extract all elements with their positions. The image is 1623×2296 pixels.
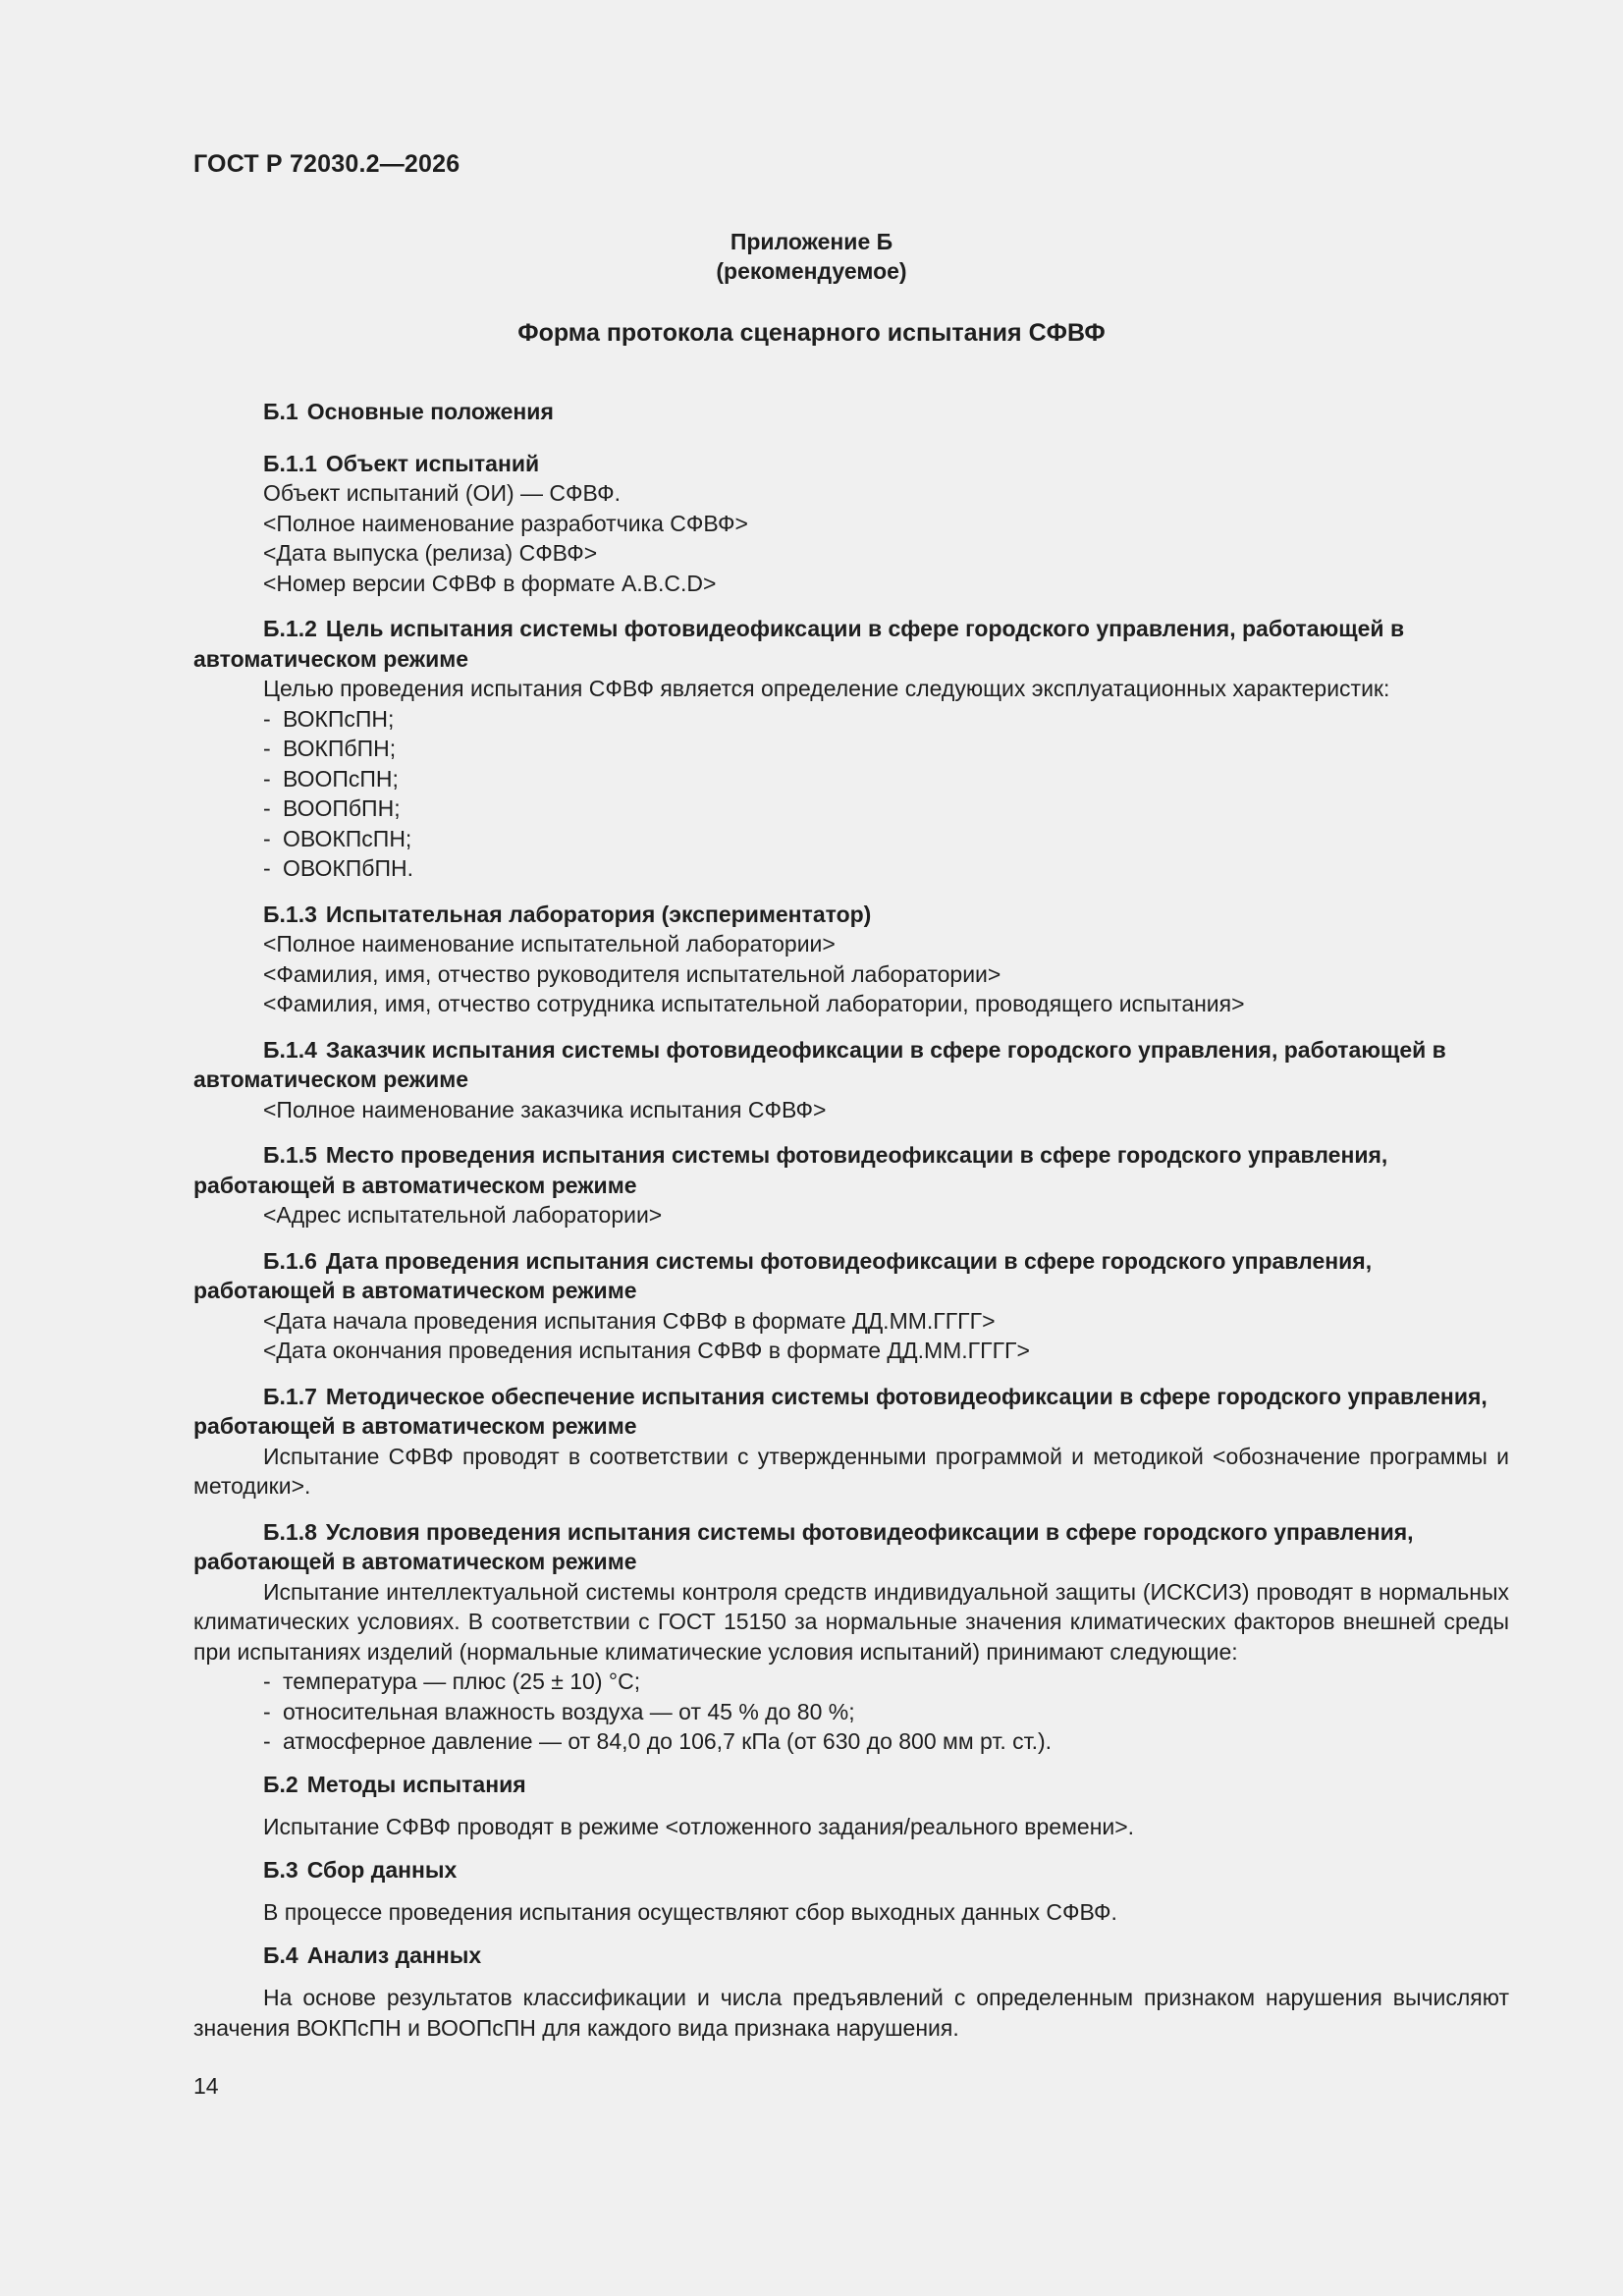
list-item: - ОВОКПбПН. (263, 855, 413, 881)
section-heading-b1-6: Б.1.6 Дата проведения испытания системы фотовидеофиксации в сфере городского управления, работающей в автоматическом режиме (193, 1247, 1373, 1303)
body-line: <Фамилия, имя, отчество сотрудника испытательной лаборатории, проводящего испытания> (263, 991, 1245, 1016)
section-heading-b1-8: Б.1.8 Условия проведения испытания системы фотовидеофиксации в сфере городского управления, работающей в автоматическом режиме (193, 1518, 1414, 1574)
list-item: - ОВОКПсПН; (263, 825, 412, 851)
list-item: - ВОКПсПН; (263, 705, 395, 732)
annex-status: (рекомендуемое) (716, 258, 907, 284)
section-heading-b1-7: Б.1.7 Методическое обеспечение испытания системы фотовидеофиксации в сфере городского управления, работающей в автоматическом режиме (193, 1383, 1488, 1439)
list-item: - ВООПсПН; (263, 765, 399, 792)
body-paragraph: Испытание интеллектуальной системы контроля средств индивидуальной защиты (ИСКСИЗ) проводят в нормальных климатических условиях. В соответствии с ГОСТ 15150 за нормальные значения климатических факторов внешней среды при испытаниях изделий (нормальные климатические условия испытаний) принимают следующие: (193, 1578, 1509, 1665)
body-line: Испытание СФВФ проводят в режиме <отложенного задания/реального времени>. (263, 1814, 1135, 1839)
body-line: В процессе проведения испытания осуществляют сбор выходных данных СФВФ. (263, 1899, 1117, 1925)
section-heading-b1: Б.1 Основные положения (263, 399, 554, 424)
body-paragraph: На основе результатов классификации и числа предъявлений с определенным признаком нарушения вычисляют значения ВОКПсПН и ВООПсПН для каждого вида признака нарушения. (193, 1985, 1509, 2041)
body-line: Целью проведения испытания СФВФ является определение следующих эксплуатационных характеристик: (263, 676, 1390, 701)
form-title: Форма протокола сценарного испытания СФВФ (517, 319, 1106, 347)
body-line: <Полное наименование заказчика испытания СФВФ> (263, 1096, 827, 1122)
list-item: - ВООПбПН; (263, 795, 401, 821)
document-code: ГОСТ Р 72030.2—2026 (193, 150, 460, 178)
body-line: <Дата выпуска (релиза) СФВФ> (263, 540, 598, 566)
section-heading-b1-3: Б.1.3 Испытательная лаборатория (экспериментатор) (263, 901, 872, 927)
body-line: <Полное наименование разработчика СФВФ> (263, 510, 748, 536)
list-item: - относительная влажность воздуха — от 45 % до 80 %; (263, 1698, 855, 1724)
list-item: - атмосферное давление — от 84,0 до 106,7 кПа (от 630 до 800 мм рт. ст.). (263, 1728, 1053, 1754)
body-line: <Дата начала проведения испытания СФВФ в формате ДД.ММ.ГГГГ> (263, 1307, 996, 1334)
body-line: <Дата окончания проведения испытания СФВФ в формате ДД.ММ.ГГГГ> (263, 1338, 1030, 1363)
page-number: 14 (193, 2073, 219, 2099)
section-heading-b1-4: Б.1.4 Заказчик испытания системы фотовидеофиксации в сфере городского управления, работающей в автоматическом режиме (193, 1036, 1446, 1092)
body-line: Объект испытаний (ОИ) — СФВФ. (263, 480, 621, 506)
body-line: <Адрес испытательной лаборатории> (263, 1202, 663, 1228)
body-paragraph: Испытание СФВФ проводят в соответствии с утвержденными программой и методикой <обозначение программы и методики>. (193, 1443, 1509, 1499)
annex-title: Приложение Б (730, 229, 893, 254)
section-heading-b4: Б.4 Анализ данных (263, 1941, 482, 1968)
section-heading-b1-5: Б.1.5 Место проведения испытания системы фотовидеофиксации в сфере городского управления, работающей в автоматическом режиме (193, 1142, 1388, 1198)
body-line: <Фамилия, имя, отчество руководителя испытательной лаборатории> (263, 960, 1001, 987)
section-heading-b2: Б.2 Методы испытания (263, 1771, 526, 1797)
list-item: - ВОКПбПН; (263, 736, 397, 761)
body-line: <Полное наименование испытательной лаборатории> (263, 931, 836, 957)
document-body (193, 397, 1509, 2043)
section-heading-b3: Б.3 Сбор данных (263, 1856, 458, 1883)
list-item: - температура — плюс (25 ± 10) °С; (263, 1668, 641, 1694)
section-heading-b1-2: Б.1.2 Цель испытания системы фотовидеофиксации в сфере городского управления, работающей в автоматическом режиме (193, 616, 1405, 672)
body-line: <Номер версии СФВФ в формате A.B.C.D> (263, 570, 717, 596)
section-heading-b1-1: Б.1.1 Объект испытаний (263, 450, 540, 476)
